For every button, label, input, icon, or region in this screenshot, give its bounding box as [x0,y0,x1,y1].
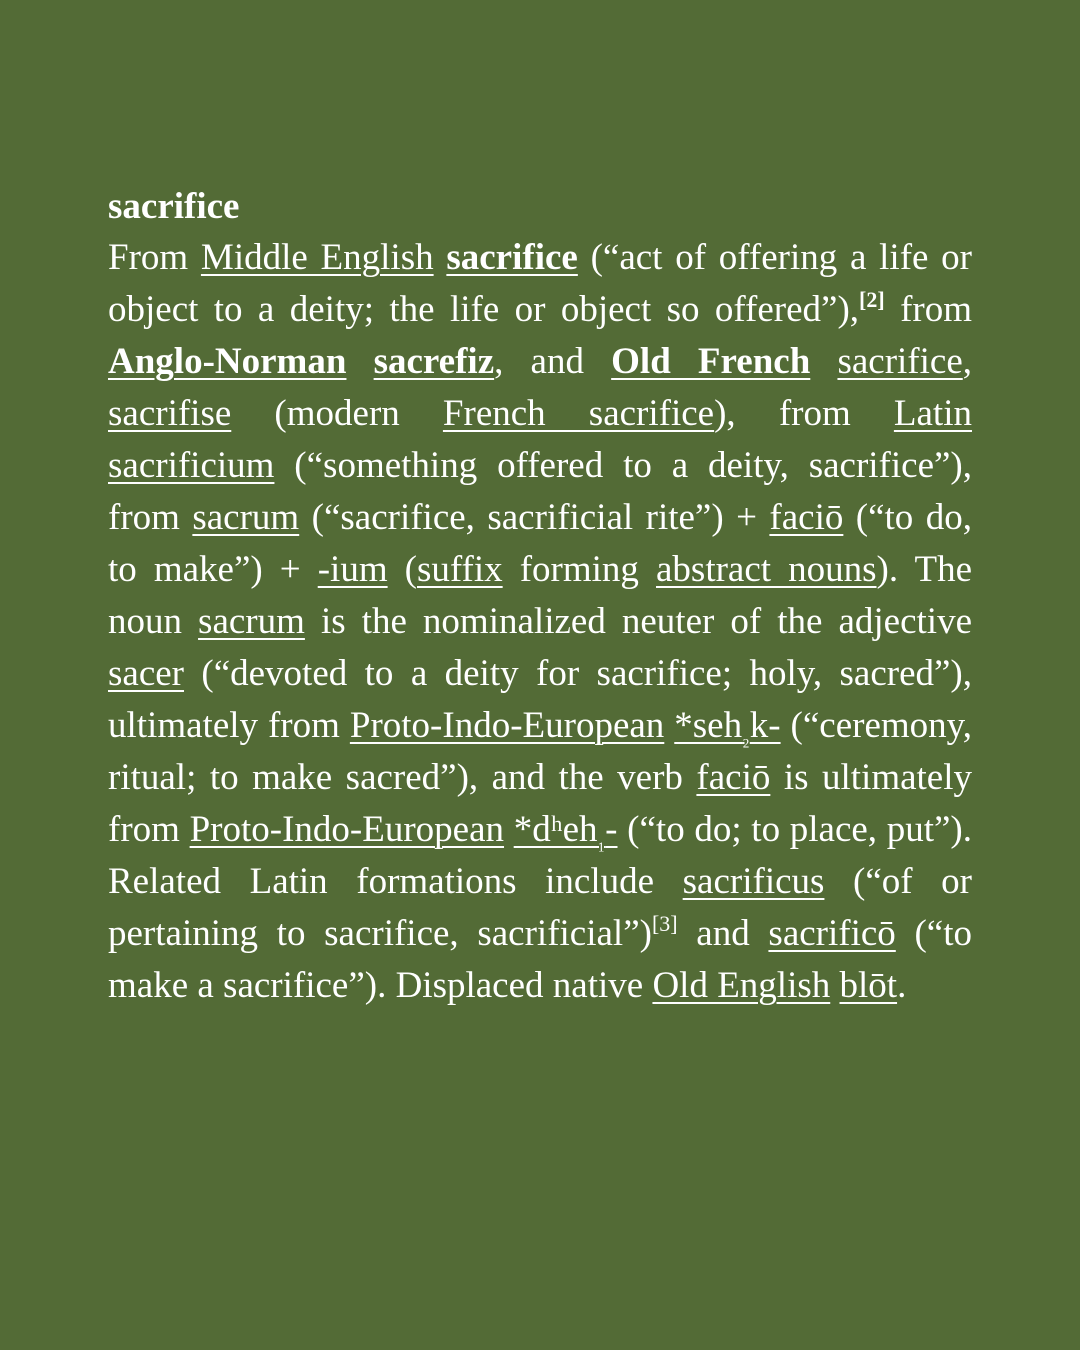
text: , and [494,341,612,382]
text: (modern [231,393,443,434]
link-proto-indo-european-2[interactable]: Proto-Indo-European [189,809,505,850]
text [434,237,447,278]
link-sacrifice-old-french[interactable]: sacrifice [837,341,963,382]
text: and [677,913,769,954]
text: (“devoted to a deity for sacrifice; holy, sacred”), ultimately from [108,653,972,746]
link-sacrifise[interactable]: sacrifise [108,393,232,434]
laryngeal-subscript: ₁ [597,827,606,852]
text: (“to do, to make”) + [108,497,972,590]
link-sacer[interactable]: sacer [108,653,184,694]
link-dheh1-root[interactable] [514,809,618,850]
text: is ultimately from [108,757,972,850]
text [830,965,839,1006]
text: (“to do; to place, put”). Related Latin formations include [108,809,972,902]
link-facio-verb[interactable]: faciō [696,757,771,798]
text: (“sacrifice, sacrificial rite”) + [299,497,770,538]
link-proto-indo-european[interactable]: Proto-Indo-European [349,705,665,746]
link-latin[interactable]: Latin [893,393,972,434]
link-sacrum-noun[interactable]: sacrum [198,601,305,642]
link-sacrifice-middle-english[interactable]: sacrifice [446,237,578,278]
link-ium-suffix[interactable]: -ium [317,549,388,590]
link-anglo-norman[interactable]: Anglo-Norman [108,341,347,382]
link-middle-english[interactable]: Middle English [200,237,434,278]
root-text: *dʰeh [513,809,598,850]
link-seh2k-root[interactable] [674,705,780,746]
text: ( [387,549,417,590]
text [810,341,837,382]
link-sacrum[interactable]: sacrum [192,497,300,538]
root-text: - [605,809,618,850]
link-abstract-nouns[interactable]: abstract nouns [656,549,877,590]
laryngeal-subscript: ₂ [742,723,750,748]
text [504,809,514,850]
text: ). The noun [108,549,973,642]
reference-2[interactable]: [2] [859,287,885,312]
text: (“something offered to a deity, sacrifice”), from [108,445,972,538]
reference-3[interactable]: [3] [651,911,678,936]
link-sacrificium[interactable]: sacrificium [108,445,275,486]
link-blot[interactable]: blōt [839,965,898,1006]
text: is the nominalized neuter of the adjective [304,601,972,642]
text: ), from [714,393,894,434]
text: from [884,289,972,330]
text [664,705,674,746]
link-facio[interactable]: faciō [769,497,844,538]
link-sacrefiz[interactable]: sacrefiz [373,341,495,382]
text: forming [502,549,656,590]
text: (“act of offering a life or object to a deity; the life or object so offered”), [108,237,973,330]
headword: sacrifice [108,186,240,227]
text: , [962,341,972,382]
root-text: *seh [674,705,743,746]
text: From [108,237,201,278]
link-old-french[interactable]: Old French [611,341,811,382]
link-old-english[interactable]: Old English [652,965,831,1006]
root-text: k- [749,705,781,746]
etymology-paragraph [108,232,972,1012]
text: . [897,965,907,1006]
link-suffix[interactable]: suffix [417,549,503,590]
text [346,341,373,382]
text: (“ceremony, ritual; to make sacred”), and the verb [108,705,973,798]
text: (“to make a sacrifice”). Displaced native [108,913,972,1006]
link-french-sacrifice[interactable]: French sacrifice [442,393,715,434]
text: (“of or pertaining to sacrifice, sacrificial”) [108,861,973,954]
link-sacrificus[interactable]: sacrificus [682,861,825,902]
link-sacrifico[interactable]: sacrificō [768,913,896,954]
